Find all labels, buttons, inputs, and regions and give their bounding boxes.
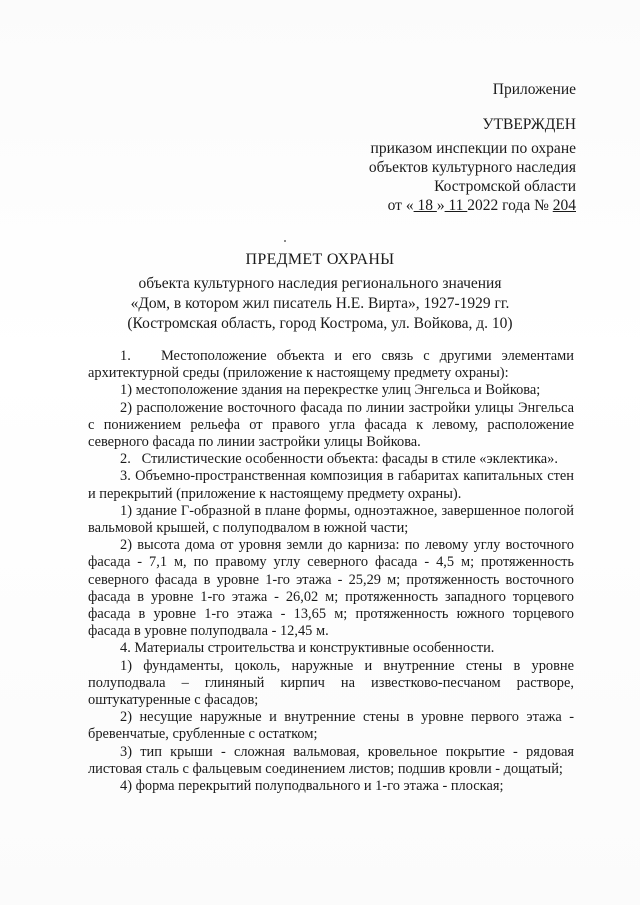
paragraph-section-4: 4. Материалы строительства и конструктивные особенности. (120, 640, 495, 657)
date-month: 11 (444, 197, 468, 214)
paragraph-item: 3) тип крыши - сложная вальмовая, кровельное покрытие - рядовая листовая сталь с фальцевым соединением листов; подшив кровли - дощатый; (88, 743, 574, 777)
paragraph-item: 1) здание Г-образной в плане формы, одноэтажное, завершенное пологой вальмовой крышей, с полуподвалом в южной части; (88, 502, 574, 537)
paragraph-item: 1) местоположение здания на перекрестке улиц Энгельса и Войкова; (120, 382, 541, 399)
approved-line-3: Костромской области (434, 178, 576, 195)
paragraph-section-3: 3. Объемно-пространственная композиция в габаритах капитальных стен и перекрытий (приложение к настоящему предмету охраны). (88, 468, 574, 502)
approved-line-1: приказом инспекции по охране (370, 140, 576, 157)
date-day: 18 (413, 197, 437, 214)
paragraph-item: 1) фундаменты, цоколь, наружные и внутренние стены в уровне полуподвала – глиняный кирпич на известково-песчаном растворе, оштукатуренные с фасадов; (88, 657, 574, 709)
date-suffix: 2022 года № (467, 197, 553, 214)
document-title-block (60, 250, 580, 334)
paragraph-item: 2) расположение восточного фасада по линии застройки улицы Энгельса с понижением рельефа от правого угла фасада к левому, расположение северного фасада по линии застройки улицы Войкова. (88, 399, 574, 451)
appendix-label: Приложение (492, 81, 576, 98)
title-line-2: «Дом, в котором жил писатель Н.Е. Вирта», 1927-1929 гг. (130, 295, 510, 312)
approval-block (369, 115, 576, 215)
title-line-3: (Костромская область, город Кострома, ул. Войкова, д. 10) (127, 315, 513, 332)
approved-line-2: объектов культурного наследия (368, 159, 576, 176)
paragraph-item: 2) несущие наружные и внутренние стены в уровне первого этажа - бревенчатые, срубленные с остатком; (88, 709, 574, 743)
paragraph-section-2: 2. Стилистические особенности объекта: фасады в стиле «эклектика». (120, 451, 558, 468)
approved-heading: УТВЕРЖДЕН (482, 116, 576, 133)
title-line-1: объекта культурного наследия регионального значения (138, 275, 502, 292)
date-prefix: от « (387, 197, 414, 214)
paragraph-item: 4) форма перекрытий полуподвального и 1-го этажа - плоская; (120, 778, 504, 795)
approval-date-line (369, 196, 576, 215)
paragraph-section-1: 1. Местоположение объекта и его связь с другими элементами архитектурной среды (приложение к настоящему предмету охраны): (88, 348, 574, 382)
date-mid: » (436, 197, 445, 214)
order-number: 204 (552, 197, 576, 214)
speck-mark (284, 240, 286, 242)
document-body (88, 348, 574, 795)
paragraph-item: 2) высота дома от уровня земли до карниза: по левому углу восточного фасада - 7,1 м, по правому углу северного фасада - 4,5 м; протяженность северного фасада в уровне 1-го этажа - 25,29 м; протяженность восточного фасада в уровне 1-го этажа - 26,02 м; протяженность западного торцевого фасада в уровне 1-го этажа - 13,65 м; протяженность южного торцевого фасада в уровне полуподвала - 12,45 м. (88, 537, 574, 640)
document-title: ПРЕДМЕТ ОХРАНЫ (245, 251, 395, 268)
